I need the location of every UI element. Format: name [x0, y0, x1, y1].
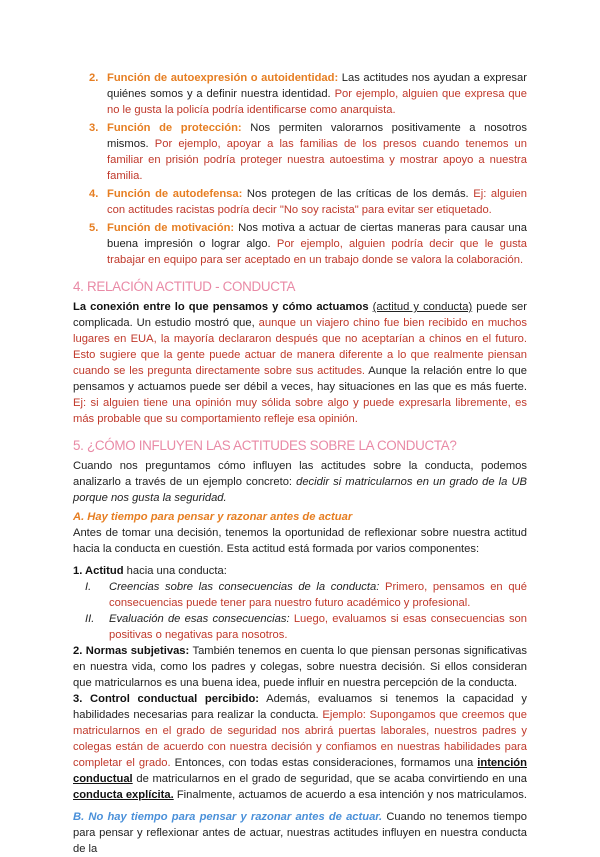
list-number: 4.	[89, 188, 99, 200]
section-4-paragraph	[73, 299, 527, 427]
function-title: Función de protección:	[107, 122, 242, 134]
item-text: hacia una conducta:	[123, 565, 227, 577]
emphasis-text: Evaluación de esas consecuencias:	[109, 613, 290, 625]
function-example: Por ejemplo, alguien que expresa que no le gusta la policía podría identificarse como anarquista.	[107, 88, 527, 116]
roman-numeral: II.	[85, 613, 95, 625]
item-text: También tenemos en cuenta lo que piensan personas significativas en nuestra vida, como los padres y colegas, sobre nuestra decisión. Si ellos consideran que matricularnos es una buena idea, puede influir en nuestra percepción de la conducta.	[73, 645, 527, 689]
list-item	[73, 120, 527, 184]
emphasis-text: Creencias sobre las consecuencias de la conducta:	[109, 581, 380, 593]
function-title: Función de autodefensa:	[107, 188, 243, 200]
list-item	[73, 220, 527, 268]
subheading-b-paragraph	[73, 809, 527, 857]
item-text: Finalmente, actuamos de acuerdo a esa intención y nos matriculamos.	[173, 789, 527, 801]
function-example: Ej: alguien con actitudes racistas podría decir "No soy racista" para evitar ser etiquetado.	[107, 188, 527, 216]
function-text: Nos protegen de las críticas de los demás.	[242, 188, 474, 200]
example-text: Primero, pensamos en qué consecuencias puede tener para nuestro futuro académico y profesional.	[109, 581, 527, 609]
function-text: Nos permiten valorarnos positivamente a nosotros mismos.	[107, 122, 528, 150]
roman-numeral: I.	[85, 581, 92, 593]
functions-list	[73, 70, 527, 268]
subheading-a: A. Hay tiempo para pensar y razonar antes de actuar	[73, 511, 353, 523]
list-number: 3.	[89, 122, 99, 134]
list-item	[73, 186, 527, 218]
roman-list	[73, 579, 527, 643]
subheading-b: B. No hay tiempo para pensar y razonar antes de actuar.	[73, 811, 383, 823]
item-1	[73, 563, 527, 579]
section-5-heading: 5. ¿CÓMO INFLUYEN LAS ACTITUDES SOBRE LA CONDUCTA?	[73, 438, 457, 453]
function-example: Por ejemplo, apoyar a las familias de los presos cuando tenemos un familiar en prisión podría proteger nuestra autoestima y mostrar apoyo a nuestra familia.	[107, 138, 528, 182]
example-text: Luego, evaluamos si esas consecuencias son positivas o negativas para nosotros.	[109, 613, 527, 641]
function-title: Función de motivación:	[107, 222, 235, 234]
key-term: intención conductual	[73, 757, 527, 785]
paragraph-text: puede ser complicada. Un estudio mostró que,	[73, 301, 527, 329]
example-text: Ejemplo: Supongamos que creemos que matricularnos en el grado de seguridad nos abrirá puertas laborales, nuestros padres y colegas están de acuerdo con nuestra decisión y confiamos en nuestras habilidades para completar el grado.	[73, 709, 527, 769]
section-5-intro	[73, 458, 527, 506]
item-text: Además, evaluamos si tenemos la capacidad y habilidades necesarias para realizar la conducta.	[73, 693, 527, 721]
document-content	[73, 70, 527, 857]
item-text: de matricularnos en el grado de seguridad, que se acaba convirtiendo en una	[132, 773, 527, 785]
list-number: 5.	[89, 222, 99, 234]
item-label: 3. Control conductual percibido:	[73, 693, 260, 705]
item-3	[73, 691, 527, 803]
subheading-a-text: Antes de tomar una decisión, tenemos la oportunidad de reflexionar sobre nuestra actitud hacia la conducta en cuestión. Esta actitud está formada por varios componentes:	[73, 527, 527, 555]
key-term: conducta explícita.	[73, 789, 174, 801]
section-4-heading: 4. RELACIÓN ACTITUD - CONDUCTA	[73, 279, 296, 294]
emphasis-text: decidir si matricularnos en un grado de la UB porque nos gusta la seguridad.	[73, 476, 527, 504]
function-text: Nos motiva a actuar de ciertas maneras para causar una buena impresión o lograr algo.	[107, 222, 527, 250]
paragraph-text: Aunque la relación entre lo que pensamos y actuamos puede ser débil a veces, hay situaciones en las que es más fuerte.	[73, 365, 527, 393]
function-example: Por ejemplo, alguien podría decir que le gusta trabajar en equipo para ser aceptado en un trabajo donde se valora la colaboración.	[107, 238, 528, 266]
item-label: 1. Actitud	[73, 565, 124, 577]
paragraph-text: Cuando no tenemos tiempo para pensar y reflexionar antes de actuar, nuestras actitudes influyen en nuestra conducta de la	[73, 811, 527, 855]
underlined-term: (actitud y conducta)	[372, 301, 473, 313]
list-number: 2.	[89, 72, 99, 84]
item-text: Entonces, con todas estas consideraciones, formamos una	[170, 757, 478, 769]
bold-lead: La conexión entre lo que pensamos y cómo actuamos	[73, 301, 369, 313]
function-title: Función de autoexpresión o autoidentidad:	[107, 72, 339, 84]
list-item	[73, 70, 527, 118]
item-label: 2. Normas subjetivas:	[73, 645, 190, 657]
paragraph-text: Cuando nos preguntamos cómo influyen las actitudes sobre la conducta, podemos analizarlo a través de un ejemplo concreto:	[73, 460, 527, 488]
list-item	[73, 579, 527, 611]
function-text: Las actitudes nos ayudan a expresar quiénes somos y a definir nuestra identidad.	[107, 72, 527, 100]
list-item	[73, 611, 527, 643]
item-2	[73, 643, 527, 691]
example-text: aunque un viajero chino fue bien recibido en muchos lugares en EUA, la mayoría declararon después que no aceptarían a chinos en el futuro. Esto sugiere que la gente puede actuar de manera diferente a lo que realmente piensan cuando se les pregunta directamente sobre sus actitudes.	[73, 317, 527, 377]
example-text: Ej: si alguien tiene una opinión muy sólida sobre algo y puede expresarla libremente, es más probable que su comportamiento refleje esa opinión.	[73, 397, 527, 425]
